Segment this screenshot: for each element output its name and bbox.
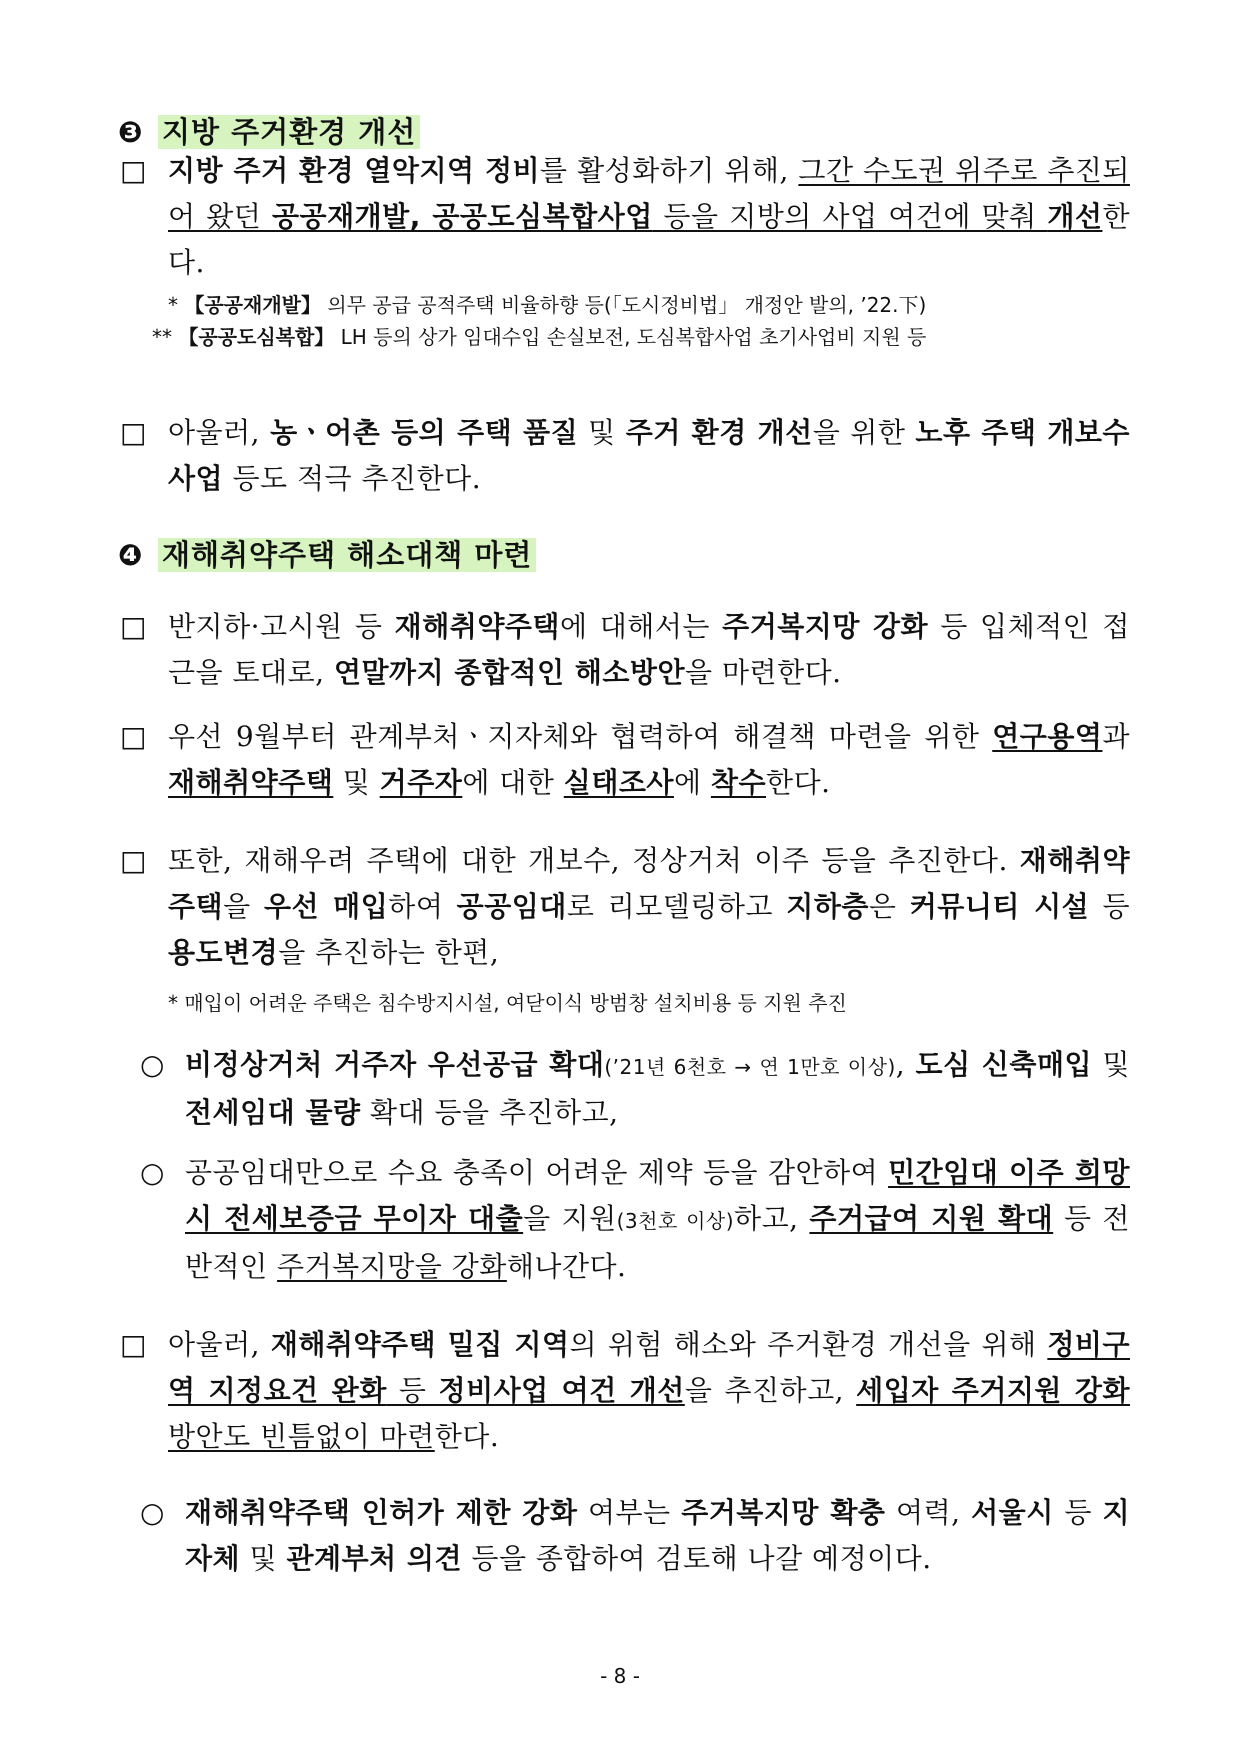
footnote-public-redevelopment: * 【공공재개발】 의무 공급 공적주택 비율하향 등(「도시정비법」 개정안 발의, ’22.下) [168,293,927,317]
circle-bullet: ○ [140,1048,165,1081]
paragraph-regional-renewal: □ 지방 주거 환경 열악지역 정비를 활성화하기 위해, 그간 수도권 위주로 추진되어 왔던 공공재개발, 공공도심복합사업 등을 지방의 사업 여건에 맞춰 개선한다. [120,148,1130,286]
checkbox-bullet: □ [120,610,147,643]
footnote-public-downtown: ** 【공공도심복합】 LH 등의 상가 임대수입 손실보전, 도심복합사업 초기사업비 지원 등 [152,325,927,349]
circle-bullet: ○ [140,1156,165,1189]
checkbox-bullet: □ [120,154,147,187]
paragraph-dense-area: □ 아울러, 재해취약주택 밀집 지역의 위험 해소와 주거환경 개선을 위해 정비구역 지정요건 완화 등 정비사업 여건 개선을 추진하고, 세입자 주거지원 강화 방안도 빈틈없이 마련한다. [120,1322,1130,1460]
page-number: - 8 - [600,1664,640,1688]
checkbox-bullet: □ [120,844,147,877]
footnote-purchase-support: * 매입이 어려운 주택은 침수방지시설, 여닫이식 방범창 설치비용 등 지원 추진 [168,991,847,1015]
section-4-title: 재해취약주택 해소대책 마련 [158,538,536,572]
paragraph-research-survey: □ 우선 9월부터 관계부처ㆍ지자체와 협력하여 해결책 마련을 위한 연구용역과 재해취약주택 및 거주자에 대한 실태조사에 착수한다. [120,714,1130,806]
paragraph-disaster-housing: □ 또한, 재해우려 주택에 대한 개보수, 정상거처 이주 등을 추진한다. 재해취약주택을 우선 매입하여 공공임대로 리모델링하고 지하층은 커뮤니티 시설 등 용도변경을 추진하는 한편, [120,838,1130,976]
subitem-deposit-loan: ○ 공공임대만으로 수요 충족이 어려운 제약 등을 감안하여 민간임대 이주 희망시 전세보증금 무이자 대출을 지원(3천호 이상)하고, 주거급여 지원 확대 등 전반적인 주거복지망을 강화해나간다. [140,1150,1130,1290]
section-3-number: ❸ [118,115,143,149]
checkbox-bullet: □ [120,720,147,753]
checkbox-bullet: □ [120,1328,147,1361]
paragraph-semi-basement: □ 반지하·고시원 등 재해취약주택에 대해서는 주거복지망 강화 등 입체적인 접근을 토대로, 연말까지 종합적인 해소방안을 마련한다. [120,604,1130,696]
section-3-title: 지방 주거환경 개선 [158,115,420,149]
subitem-priority-supply: ○ 비정상거처 거주자 우선공급 확대(’21년 6천호 → 연 1만호 이상), 도심 신축매입 및 전세임대 물량 확대 등을 추진하고, [140,1042,1130,1136]
circle-bullet: ○ [140,1496,165,1529]
checkbox-bullet: □ [120,416,147,449]
section-4-number: ❹ [118,538,143,572]
subitem-permit-restriction: ○ 재해취약주택 인허가 제한 강화 여부는 주거복지망 확충 여력, 서울시 등 지자체 및 관계부처 의견 등을 종합하여 검토해 나갈 예정이다. [140,1490,1130,1582]
section-3-heading [118,112,420,152]
paragraph-rural-housing: □ 아울러, 농ㆍ어촌 등의 주택 품질 및 주거 환경 개선을 위한 노후 주택 개보수 사업 등도 적극 추진한다. [120,410,1130,502]
section-4-heading [118,535,536,575]
